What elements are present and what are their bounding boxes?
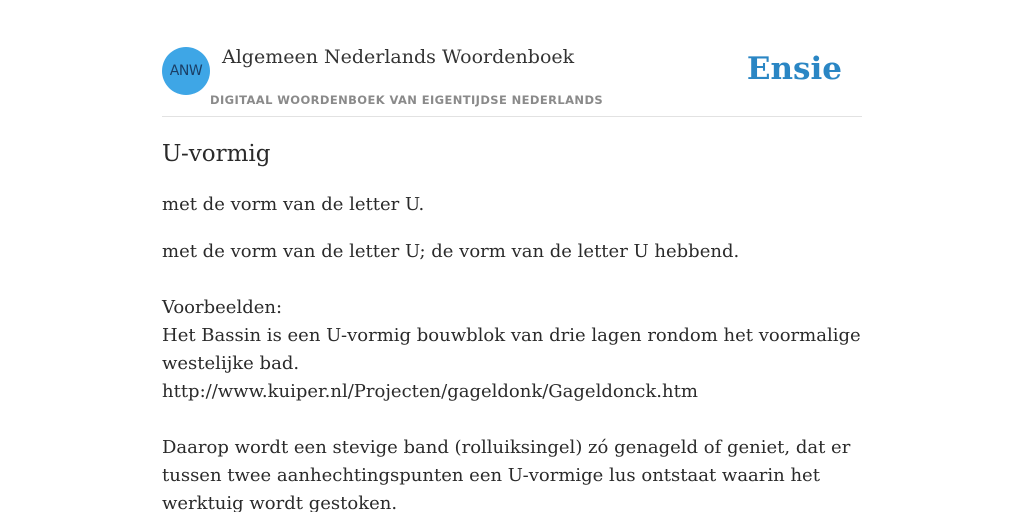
example-source-link[interactable]: http://www.kuiper.nl/Projecten/gageldonk/Gageldonck.htm	[162, 381, 698, 402]
example-item	[162, 434, 862, 512]
page-title: U-vormig	[162, 141, 271, 167]
example-text: Het Bassin is een U-vormig bouwblok van drie lagen rondom het voormalige westelijke bad.	[162, 325, 861, 374]
entry-content	[162, 138, 862, 512]
example-text: Daarop wordt een stevige band (rolluiksingel) zó genageld of geniet, dat er tussen twee aanhechtingspunten een U-vormige lus ontstaat waarin het werktuig wordt gestoken.	[162, 437, 851, 512]
examples-label: Voorbeelden:	[162, 297, 283, 318]
ensie-logo-link[interactable]: Ensie	[746, 51, 842, 87]
site-header	[162, 40, 862, 117]
site-title[interactable]: Algemeen Nederlands Woordenboek	[222, 46, 575, 68]
examples-section	[162, 294, 862, 512]
long-definition: met de vorm van de letter U; de vorm van de letter U hebbend.	[162, 241, 740, 262]
anw-logo[interactable]: ANW	[162, 47, 210, 95]
site-subtitle: DIGITAAL WOORDENBOEK VAN EIGENTIJDSE NEDERLANDS	[210, 93, 604, 107]
example-item	[162, 322, 862, 406]
short-definition: met de vorm van de letter U.	[162, 194, 425, 215]
